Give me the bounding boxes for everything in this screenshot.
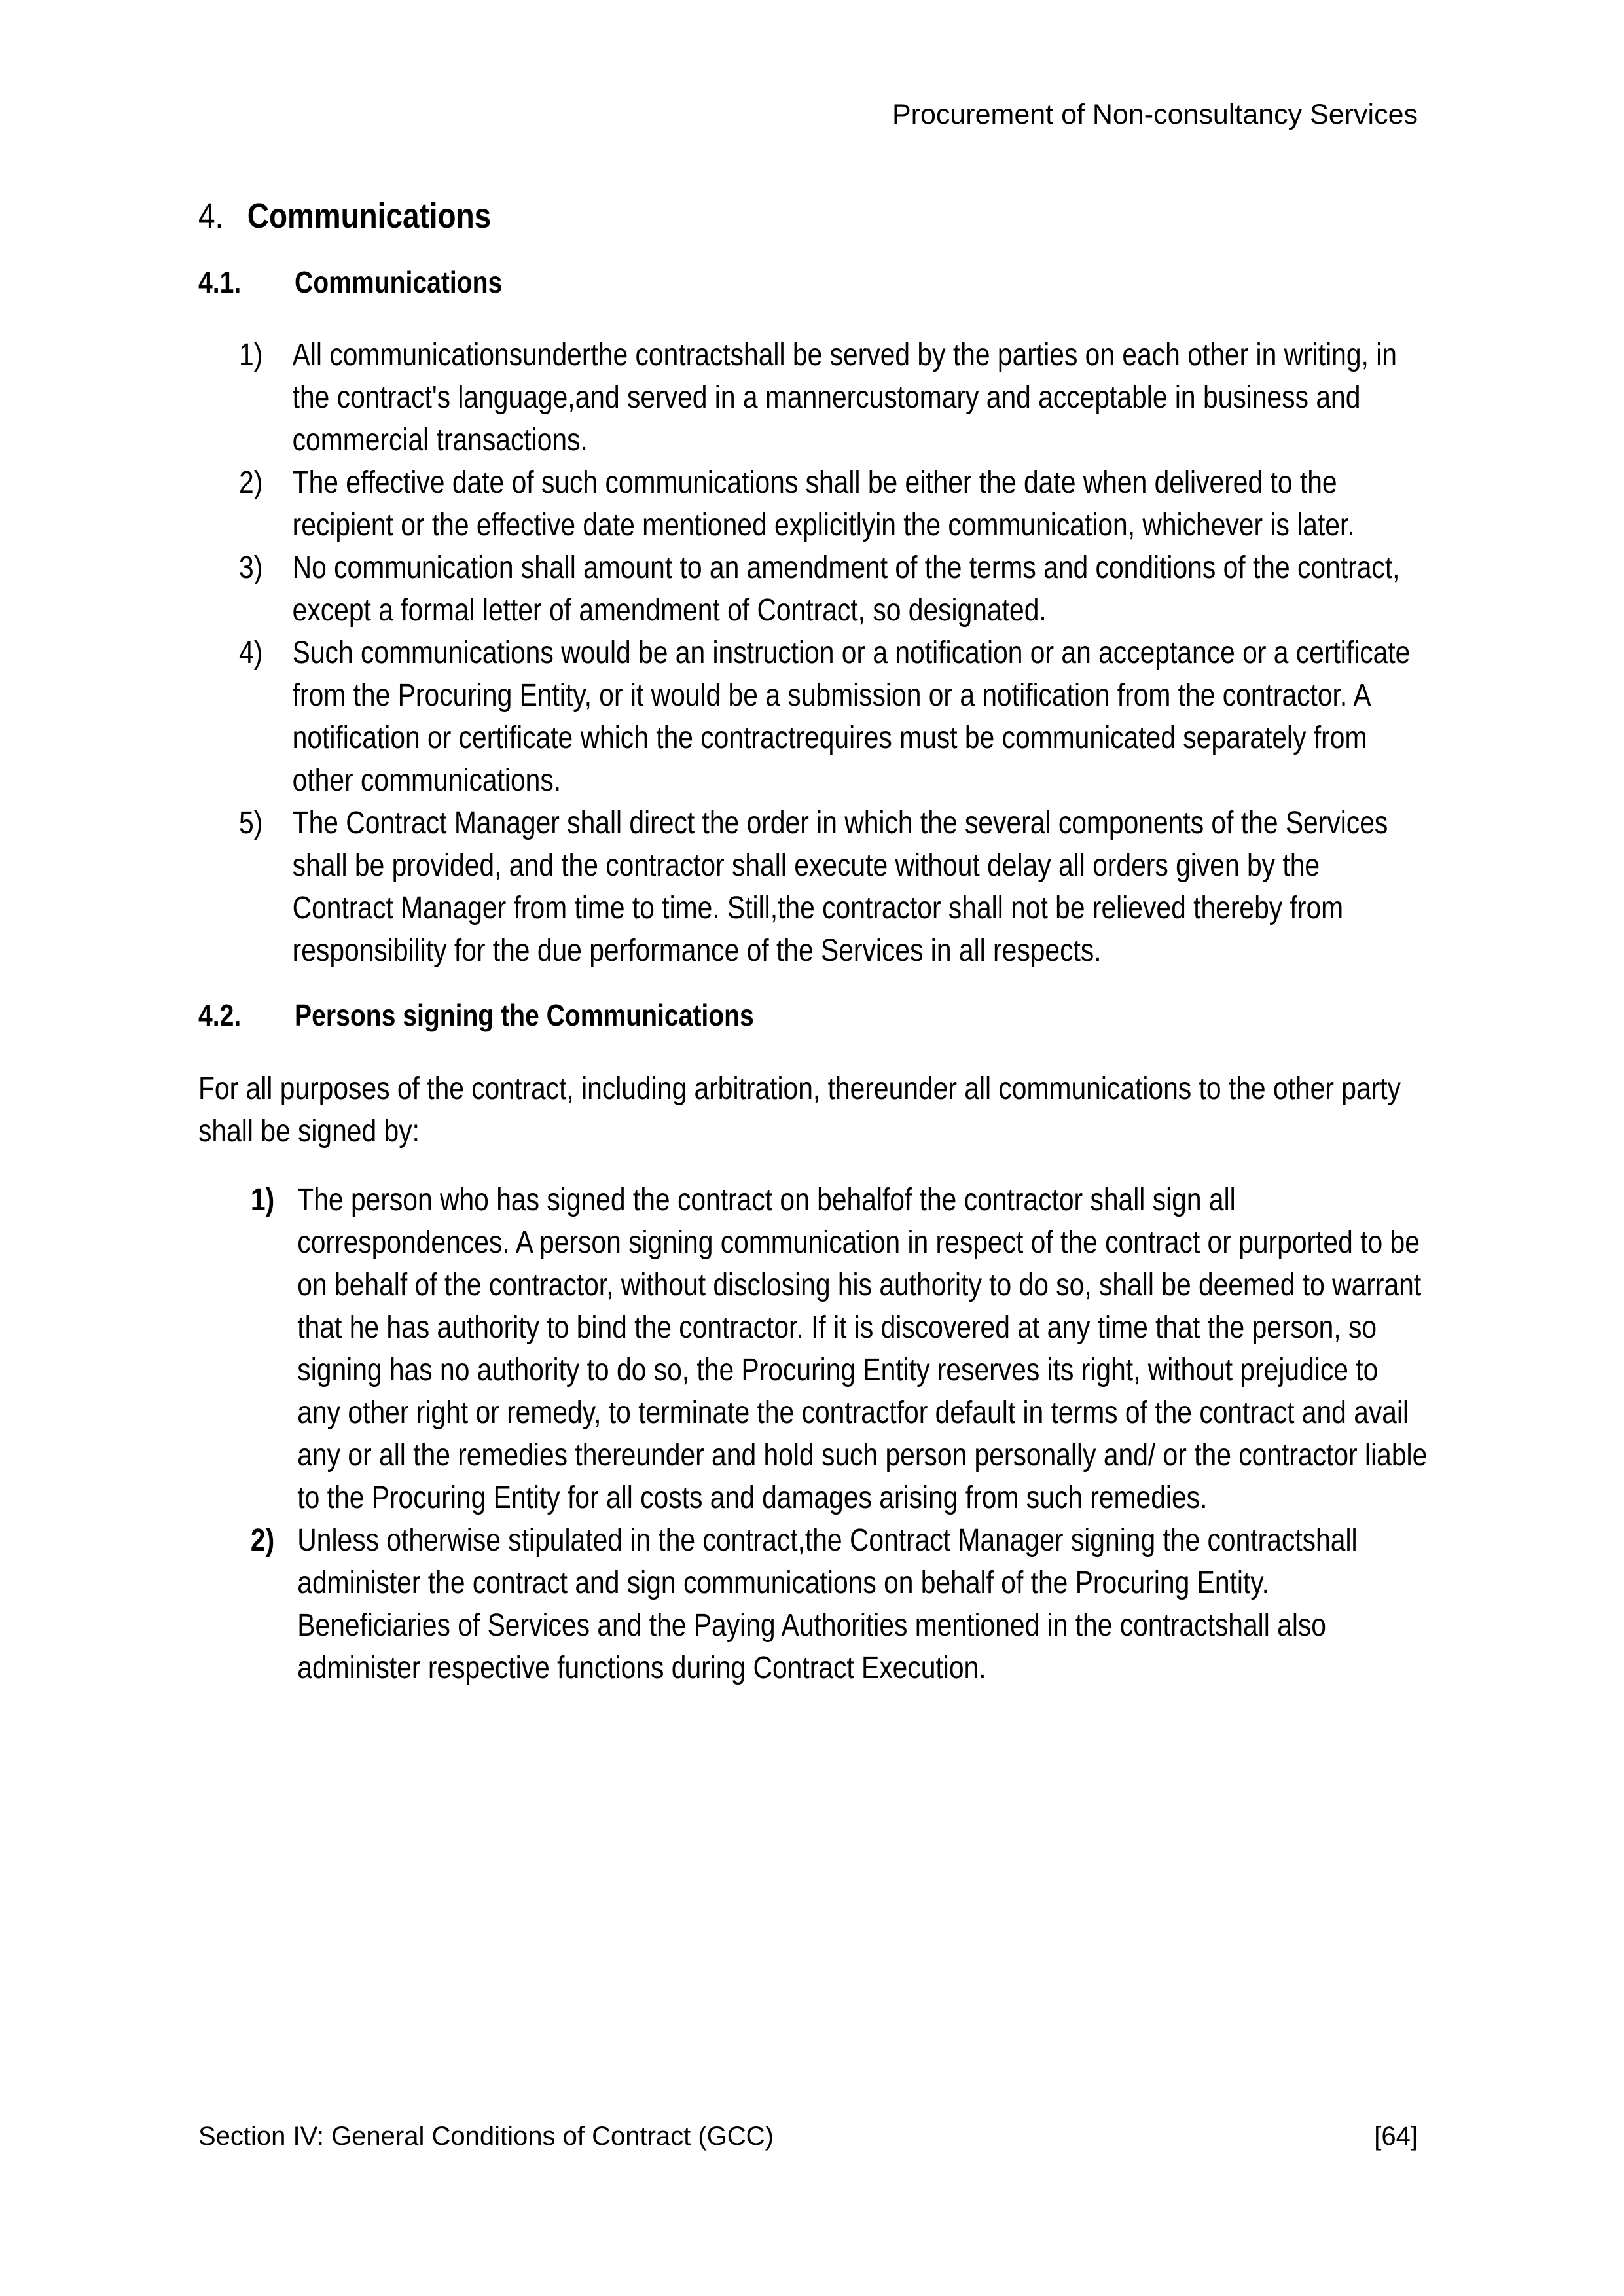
list-item-number: 4) (239, 636, 263, 670)
section-heading (198, 193, 1428, 239)
section-title: Communications (247, 196, 492, 236)
list-item-number: 2) (239, 465, 263, 500)
list-item-text: The Contract Manager shall direct the order in which the several components of the Services shall be provided, and the contractor shall execute without delay all orders given by the Contract Manager from time to time. Still,the contractor shall not be relieved thereby from responsibility for the due performance of the Services in all respects. (292, 806, 1388, 968)
numbered-list-4-2 (198, 1179, 1428, 1689)
list-item-text: The effective date of such communications shall be either the date when delivered to the recipient or the effective date mentioned explicitlyin the communication, whichever is later. (292, 465, 1355, 543)
section-number: 4. (198, 196, 224, 236)
list-item (198, 334, 1428, 461)
subsection-intro-paragraph: For all purposes of the contract, including arbitration, thereunder all communications to the other party shall be signed by: (198, 1071, 1401, 1149)
subsection-title: Persons signing the Communications (295, 998, 754, 1032)
footer-section-label: Section IV: General Conditions of Contract (GCC) (198, 2122, 774, 2151)
list-item-text: No communication shall amount to an amendment of the terms and conditions of the contract, except a formal letter of amendment of Contract, so designated. (292, 550, 1400, 628)
list-item (198, 547, 1428, 632)
list-item (198, 1519, 1428, 1689)
header-text: Procurement of Non-consultancy Services (892, 99, 1418, 130)
list-item (198, 632, 1428, 802)
subsection-number: 4.2. (198, 998, 242, 1032)
subsection-heading-4-2 (198, 996, 1428, 1035)
list-item-number: 2) (250, 1523, 275, 1558)
subsection-heading-4-1 (198, 262, 1428, 302)
numbered-list-4-1 (198, 334, 1428, 972)
list-item (198, 1179, 1428, 1519)
subsection-number: 4.1. (198, 265, 242, 299)
list-item (198, 802, 1428, 972)
list-item-text: Such communications would be an instruction or a notification or an acceptance or a certificate from the Procuring Entity, or it would be a submission or a notification from the contractor. A notification or certificate which the contractrequires must be communicated separately from other communications. (292, 636, 1411, 798)
subsection-title: Communications (295, 265, 503, 299)
footer-page-number: [64] (1374, 2122, 1418, 2151)
list-item-text: The person who has signed the contract on behalfof the contractor shall sign all correspondences. A person signing communication in respect of the contract or purported to be on behalf of the contractor, without disclosing his authority to do so, shall be deemed to warrant that he has authority to bind the contractor. If it is discovered at any time that the person, so signing has no authority to do so, the Procuring Entity reserves its right, without prejudice to any other right or remedy, to terminate the contractfor default in terms of the contract and avail any or all the remedies thereunder and hold such person personally and/ or the contractor liable to the Procuring Entity for all costs and damages arising from such remedies. (297, 1183, 1428, 1515)
list-item-number: 1) (239, 338, 263, 372)
list-item (198, 461, 1428, 547)
page-footer (198, 2121, 1418, 2152)
list-item-number: 3) (239, 550, 263, 585)
list-item-text: All communicationsunderthe contractshall be served by the parties on each other in writing, in the contract's language,and served in a mannercustomary and acceptable in business and commercial transactions. (292, 338, 1397, 457)
document-content (198, 0, 1428, 1689)
list-item-number: 5) (239, 806, 263, 840)
list-item-text: Unless otherwise stipulated in the contract,the Contract Manager signing the contractshall administer the contract and sign communications on behalf of the Procuring Entity. Beneficiaries of Services and the Paying Authorities mentioned in the contractshall also administer respective functions during Contract Execution. (297, 1523, 1358, 1685)
list-item-number: 1) (250, 1183, 275, 1217)
